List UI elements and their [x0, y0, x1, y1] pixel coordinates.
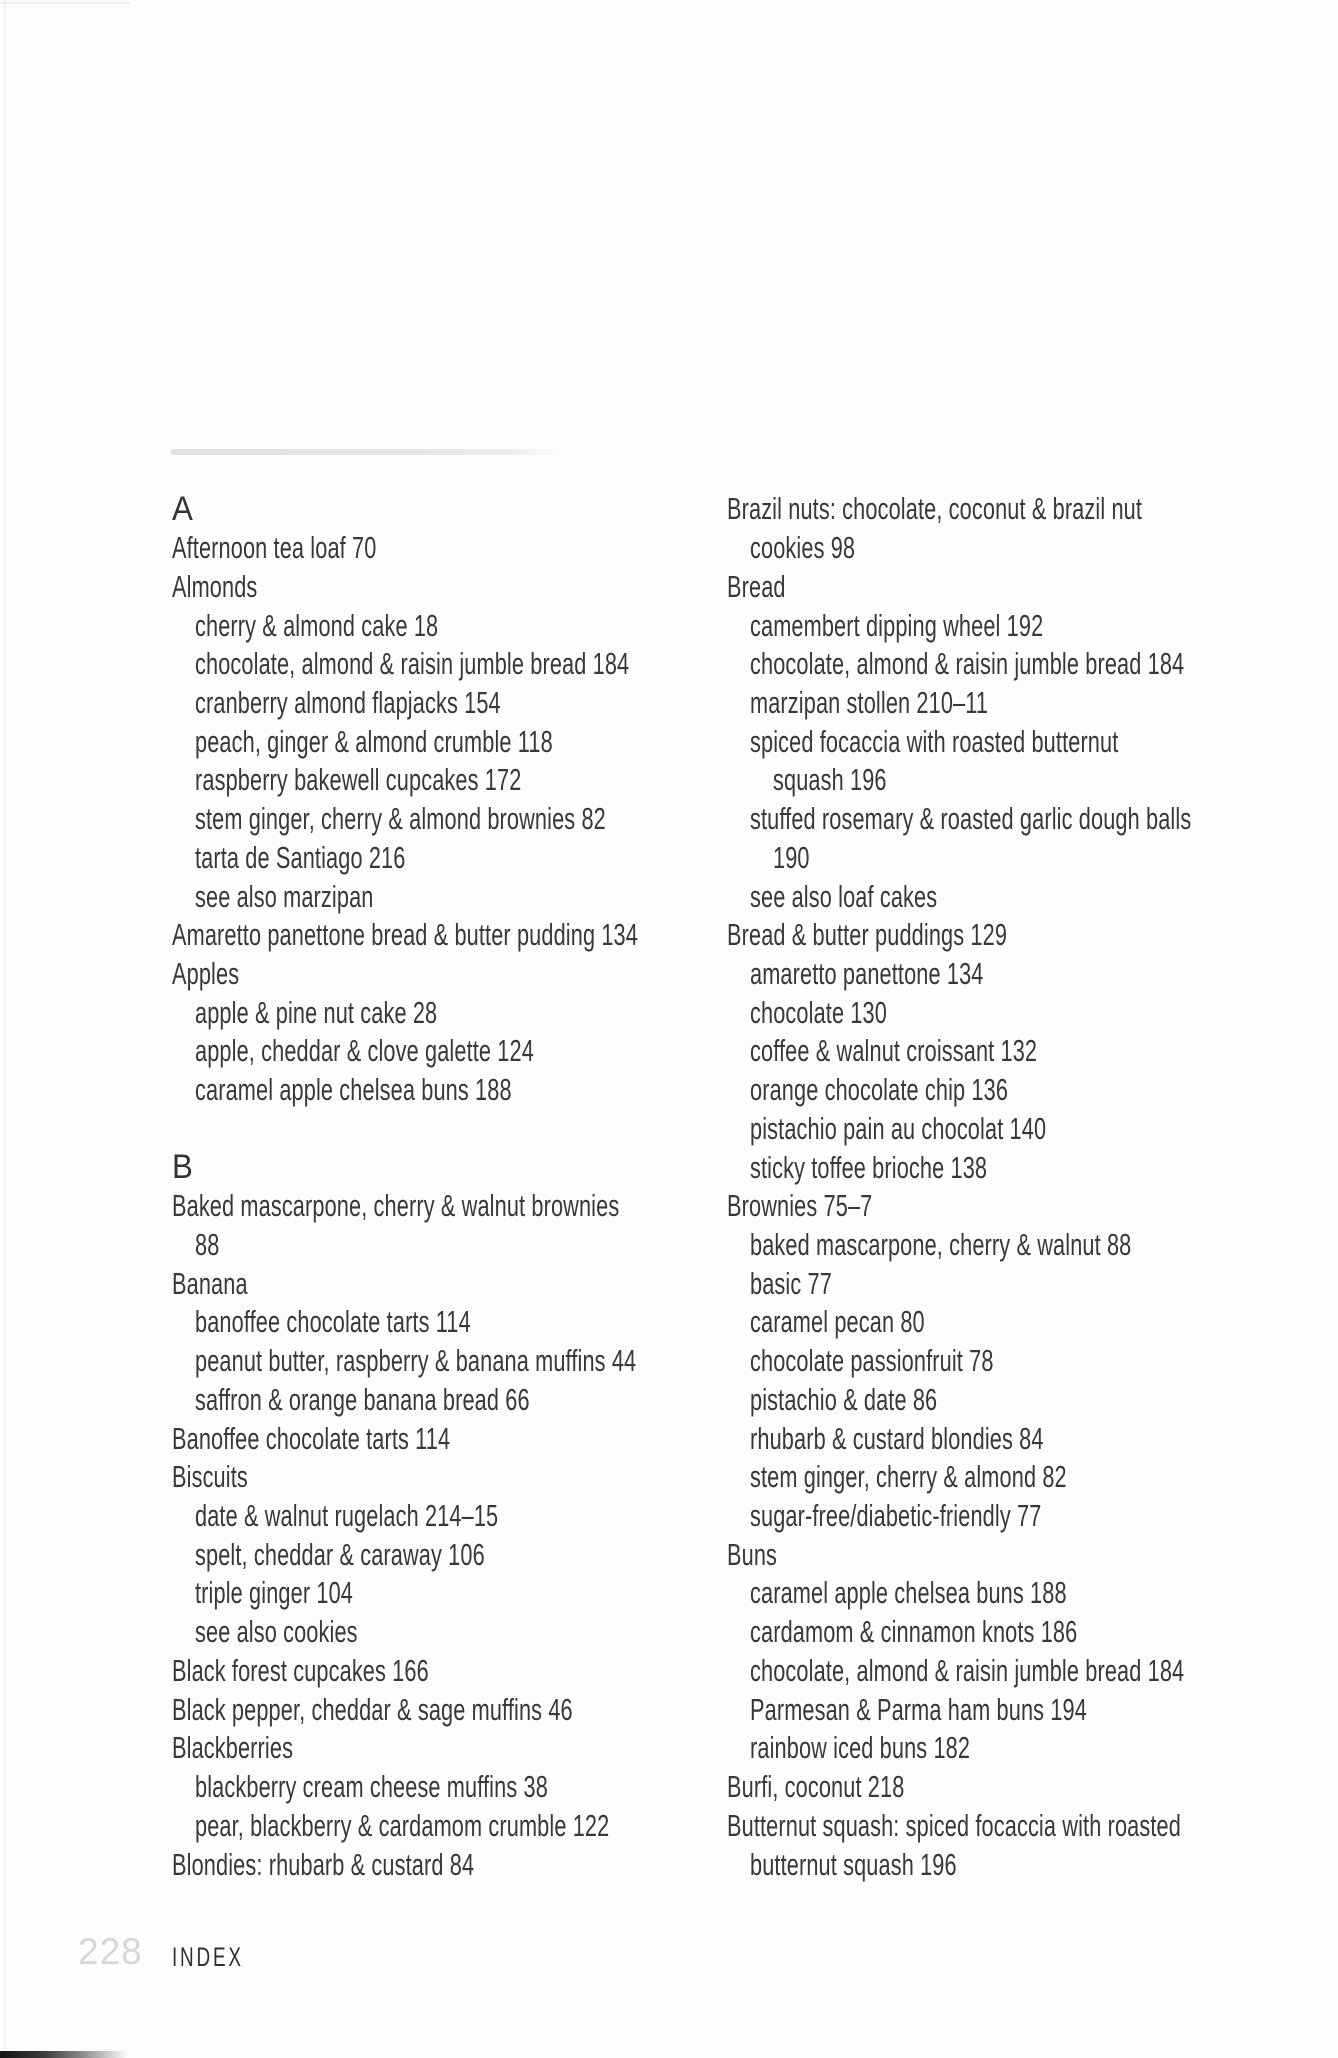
index-line-text: caramel pecan 80 — [750, 1304, 925, 1340]
index-line-text: Blackberries — [172, 1730, 294, 1766]
index-line — [727, 800, 1338, 839]
left-edge-scan-line — [4, 0, 6, 2058]
index-line — [727, 1032, 1338, 1071]
index-line-text: squash 196 — [773, 762, 887, 798]
index-line — [727, 1342, 1338, 1381]
index-line-text: cookies 98 — [750, 530, 856, 566]
index-line — [727, 567, 1338, 606]
index-line-text: raspberry bakewell cupcakes 172 — [195, 762, 522, 798]
index-line-text: rhubarb & custard blondies 84 — [750, 1420, 1044, 1456]
index-line-text: sugar-free/diabetic-friendly 77 — [750, 1498, 1042, 1534]
index-line-text: stuffed rosemary & roasted garlic dough balls — [750, 801, 1192, 837]
section-heading-text: B — [172, 1148, 194, 1187]
index-line — [727, 1303, 1338, 1342]
index-line-text: butternut squash 196 — [750, 1846, 957, 1882]
index-line-text: Almonds — [172, 568, 258, 604]
index-line-text: baked mascarpone, cherry & walnut 88 — [750, 1227, 1132, 1263]
index-line-text: Buns — [727, 1536, 778, 1572]
index-line — [727, 1574, 1338, 1613]
index-line-text: Black forest cupcakes 166 — [172, 1652, 429, 1688]
index-line-text: rainbow iced buns 182 — [750, 1730, 971, 1766]
index-line — [727, 529, 1338, 568]
index-line-text: chocolate passionfruit 78 — [750, 1343, 994, 1379]
index-line-text: see also loaf cakes — [750, 878, 938, 914]
index-line-text: cardamom & cinnamon knots 186 — [750, 1614, 1078, 1650]
index-line-text: Amaretto panettone bread & butter pudding 134 — [172, 917, 638, 953]
index-line — [727, 1458, 1338, 1497]
index-line-text: Parmesan & Parma ham buns 194 — [750, 1691, 1087, 1727]
index-line-text: sticky toffee brioche 138 — [750, 1149, 988, 1185]
index-line-text: Afternoon tea loaf 70 — [172, 530, 377, 566]
index-line — [727, 1187, 1338, 1226]
index-line-text: date & walnut rugelach 214–15 — [195, 1498, 499, 1534]
index-line — [727, 1768, 1338, 1807]
index-line — [727, 1264, 1338, 1303]
index-line-text: chocolate, almond & raisin jumble bread 184 — [195, 646, 630, 682]
index-right-column — [727, 490, 1338, 1884]
index-line-text: spiced focaccia with roasted butternut — [750, 723, 1119, 759]
index-line-text: Banoffee chocolate tarts 114 — [172, 1420, 451, 1456]
index-line — [727, 1535, 1338, 1574]
index-line-text: spelt, cheddar & caraway 106 — [195, 1536, 485, 1572]
index-line-text: Butternut squash: spiced focaccia with roasted — [727, 1807, 1181, 1843]
index-line-text: apple & pine nut cake 28 — [195, 994, 438, 1030]
footer-index-label — [172, 1942, 275, 1972]
index-line-text: 88 — [195, 1227, 220, 1263]
index-line-text: Baked mascarpone, cherry & walnut brownies — [172, 1188, 620, 1224]
index-line-text: tarta de Santiago 216 — [195, 839, 406, 875]
index-line — [727, 1806, 1338, 1845]
index-line — [727, 490, 1338, 529]
index-line — [727, 1497, 1338, 1536]
footer-index-label-text: INDEX — [172, 1942, 244, 1972]
index-line-text: blackberry cream cheese muffins 38 — [195, 1769, 548, 1805]
index-line — [727, 1226, 1338, 1265]
index-line — [727, 1613, 1338, 1652]
index-line-text: chocolate, almond & raisin jumble bread 184 — [750, 1652, 1185, 1688]
index-line-text: coffee & walnut croissant 132 — [750, 1033, 1038, 1069]
index-line — [727, 1845, 1338, 1884]
index-line-text: camembert dipping wheel 192 — [750, 607, 1044, 643]
index-line-text: Black pepper, cheddar & sage muffins 46 — [172, 1691, 573, 1727]
index-line-text: Apples — [172, 955, 240, 991]
bottom-edge-shadow — [0, 2051, 160, 2058]
index-line-text: apple, cheddar & clove galette 124 — [195, 1033, 534, 1069]
index-line — [727, 916, 1338, 955]
index-line-text: see also cookies — [195, 1614, 358, 1650]
index-line-text: marzipan stollen 210–11 — [750, 684, 989, 720]
index-line-text: basic 77 — [750, 1265, 832, 1301]
index-line — [727, 1071, 1338, 1110]
index-line — [727, 1690, 1338, 1729]
index-line — [727, 1729, 1338, 1768]
index-line — [727, 1652, 1338, 1691]
index-line-text: peanut butter, raspberry & banana muffins 44 — [195, 1343, 637, 1379]
index-line-text: caramel apple chelsea buns 188 — [750, 1575, 1067, 1611]
divider-rule — [170, 449, 562, 455]
index-line-text: cranberry almond flapjacks 154 — [195, 684, 501, 720]
index-line-text: caramel apple chelsea buns 188 — [195, 1072, 512, 1108]
index-line — [727, 993, 1338, 1032]
index-line — [727, 761, 1338, 800]
index-line — [727, 722, 1338, 761]
index-line — [727, 1148, 1338, 1187]
top-edge-scan-line — [0, 2, 130, 4]
page-number: 228 — [78, 1931, 143, 1972]
index-line — [727, 877, 1338, 916]
index-line-text: chocolate 130 — [750, 994, 887, 1030]
index-line-text: Brazil nuts: chocolate, coconut & brazil nut — [727, 491, 1143, 527]
index-line-text: Biscuits — [172, 1459, 248, 1495]
section-heading-text: A — [172, 489, 194, 528]
index-line-text: Banana — [172, 1265, 248, 1301]
index-line-text: banoffee chocolate tarts 114 — [195, 1304, 471, 1340]
index-line-text: see also marzipan — [195, 878, 374, 914]
index-line-text: peach, ginger & almond crumble 118 — [195, 723, 553, 759]
index-line-text: pistachio & date 86 — [750, 1381, 938, 1417]
index-line-text: amaretto panettone 134 — [750, 955, 984, 991]
index-line — [727, 645, 1338, 684]
index-line-text: cherry & almond cake 18 — [195, 607, 439, 643]
index-line-text: saffron & orange banana bread 66 — [195, 1381, 530, 1417]
index-line-text: 190 — [773, 839, 810, 875]
index-line — [727, 684, 1338, 723]
index-line-text: Bread & butter puddings 129 — [727, 917, 1008, 953]
index-line-text: Bread — [727, 568, 786, 604]
index-line-text: stem ginger, cherry & almond brownies 82 — [195, 801, 606, 837]
index-line — [727, 1419, 1338, 1458]
index-line-text: triple ginger 104 — [195, 1575, 354, 1611]
index-line — [727, 955, 1338, 994]
index-line-text: pear, blackberry & cardamom crumble 122 — [195, 1807, 610, 1843]
index-line — [727, 606, 1338, 645]
index-line — [727, 1110, 1338, 1149]
index-line-text: chocolate, almond & raisin jumble bread 184 — [750, 646, 1185, 682]
index-line-text: Brownies 75–7 — [727, 1188, 873, 1224]
index-line — [727, 838, 1338, 877]
index-line-text: stem ginger, cherry & almond 82 — [750, 1459, 1067, 1495]
index-line — [727, 1381, 1338, 1420]
index-line-text: Burfi, coconut 218 — [727, 1769, 905, 1805]
index-line-text: Blondies: rhubarb & custard 84 — [172, 1846, 475, 1882]
index-line-text: pistachio pain au chocolat 140 — [750, 1110, 1047, 1146]
index-line-text: orange chocolate chip 136 — [750, 1072, 1009, 1108]
